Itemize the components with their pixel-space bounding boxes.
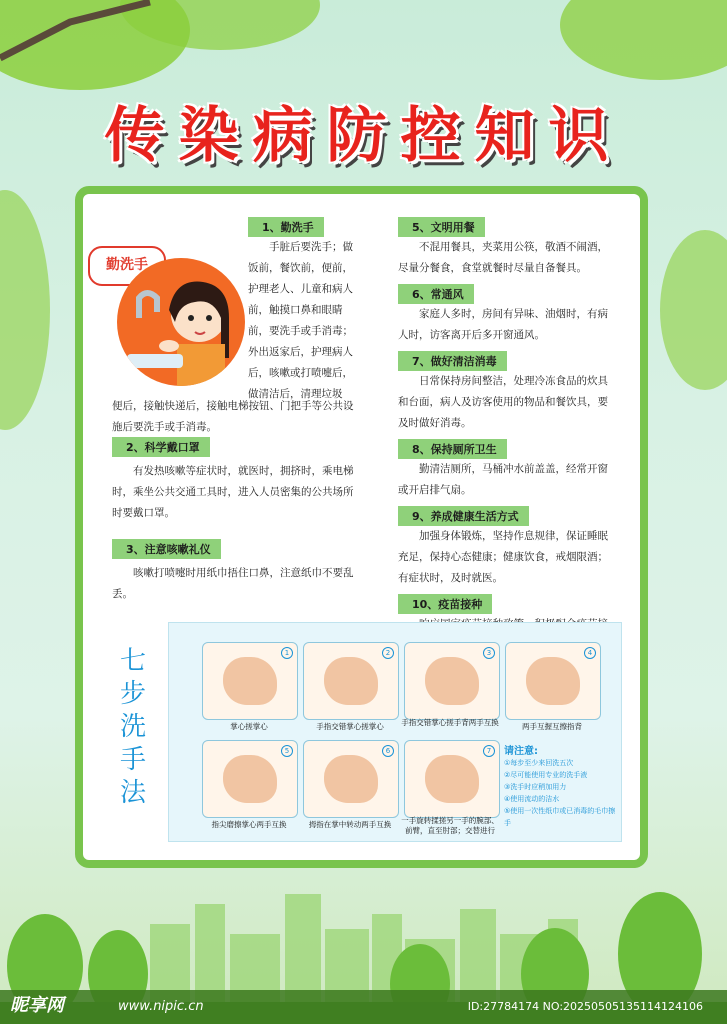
section-body: 勤清洁厕所，马桶冲水前盖盖，经常开窗或开启排气扇。 (398, 463, 608, 496)
poster-title: 传染病防控知识 (104, 101, 623, 171)
title-char: 七 (119, 646, 146, 676)
step-card (404, 740, 500, 818)
section-title: 6、常通风 (398, 284, 474, 304)
section-1 (112, 216, 362, 237)
notice-item: ②尽可能使用专业的洗手液 (504, 771, 588, 779)
step-number: 7 (483, 745, 495, 757)
section-body: 咳嗽打喷嚏时用纸巾捂住口鼻，注意纸巾不要乱丢。 (112, 567, 354, 600)
notice-box (504, 742, 616, 829)
step-number: 6 (382, 745, 394, 757)
section-1-continued: 便后，接触快递后，接触电梯按钮、门把手等公共设施后要洗手或手消毒。 (112, 400, 354, 433)
seven-step-title (118, 645, 148, 810)
section-body: 家庭人多时，房间有异味、油烟时，有病人时，访客离开后多开窗通风。 (398, 308, 608, 341)
left-column (112, 216, 362, 405)
title-char: 法 (119, 778, 146, 808)
step-card (404, 642, 500, 720)
step-card (202, 740, 298, 818)
section-title: 2、科学戴口罩 (112, 437, 210, 457)
section-title: 7、做好清洁消毒 (398, 351, 507, 371)
notice-item: ③洗手时应稍加用力 (504, 783, 567, 791)
notice-title: 请注意: (504, 746, 538, 757)
step-card (505, 642, 601, 720)
hand-illustration (526, 657, 580, 705)
hand-illustration (425, 657, 479, 705)
section-title: 3、注意咳嗽礼仪 (112, 539, 221, 559)
step-caption: 两手互握互擦指背 (522, 722, 582, 731)
step-caption: 指尖磨擦掌心两手互换 (211, 820, 287, 829)
notice-item: ⑤使用一次性纸巾或已消毒的毛巾擦手 (504, 807, 616, 827)
watermark-url: www.nipic.cn (118, 999, 204, 1014)
hand-illustration (425, 755, 479, 803)
section-body: 不混用餐具，夹菜用公筷，敬酒不闹酒，尽量分餐食，食堂就餐时尽量自备餐具。 (398, 241, 608, 274)
section-body: 手脏后要洗手；做饭前，餐饮前，便前，护理老人、儿童和病人 前，触摸口鼻和眼睛前，要洗手或手消毒；外出返家后，护理病人后，咳嗽或打喷嚏后，做清洁后，清理垃圾 (248, 241, 353, 400)
step-number: 2 (382, 647, 394, 659)
title-char: 手 (119, 745, 146, 775)
step-caption: 拇指在掌中转动两手互换 (308, 820, 392, 829)
title-char: 步 (119, 679, 146, 709)
section-5 (398, 216, 610, 279)
section-title: 8、保持厕所卫生 (398, 439, 507, 459)
hand-illustration (324, 657, 378, 705)
hand-illustration (223, 755, 277, 803)
section-6 (398, 283, 610, 346)
section-3 (112, 538, 362, 605)
section-body: 加强身体锻炼，坚持作息规律，保证睡眠充足，保持心态健康；健康饮食，戒烟限酒；有症状时，及时就医。 (398, 530, 608, 584)
section-title: 1、勤洗手 (248, 217, 324, 237)
section-title: 9、养成健康生活方式 (398, 506, 529, 526)
section-body: 有发热咳嗽等症状时，就医时，拥挤时，乘电梯时，乘坐公共交通工具时，进入人员密集的公共场所时要戴口罩。 (112, 465, 354, 519)
section-9 (398, 505, 610, 589)
step-caption: 掌心搓掌心 (230, 722, 268, 731)
image-id: ID:27784174 NO:20250505135114124106 (467, 1000, 703, 1013)
notice-item: ④使用流动的洁水 (504, 795, 560, 803)
step-caption: 手指交错掌心搓手背两手互换 (401, 718, 499, 727)
section-2 (112, 436, 362, 524)
tree-branch (0, 0, 160, 80)
step-caption: 手指交错掌心搓掌心 (316, 722, 384, 731)
notice-item: ①每步至少来回洗五次 (504, 759, 574, 767)
step-number: 4 (584, 647, 596, 659)
step-number: 3 (483, 647, 495, 659)
step-number: 1 (281, 647, 293, 659)
section-title: 10、疫苗接种 (398, 594, 492, 614)
section-body: 日常保持房间整洁，处理冷冻食品的炊具和台面，病人及访客使用的物品和餐饮具，要及时做好消毒。 (398, 375, 608, 429)
hand-illustration (324, 755, 378, 803)
section-title: 5、文明用餐 (398, 217, 485, 237)
section-8 (398, 438, 610, 501)
watermark-logo: 昵享网 (10, 995, 64, 1016)
hand-illustration (223, 657, 277, 705)
step-number: 5 (281, 745, 293, 757)
hand-wash-bubble: 勤洗手 (88, 246, 166, 286)
step-card (303, 740, 399, 818)
right-column (398, 216, 610, 656)
step-card (202, 642, 298, 720)
step-caption: 一手旋转揉搓另一手的腕部、前臂，直至肘部；交替进行 (401, 816, 499, 835)
step-card (303, 642, 399, 720)
section-7 (398, 350, 610, 434)
title-char: 洗 (119, 712, 146, 742)
